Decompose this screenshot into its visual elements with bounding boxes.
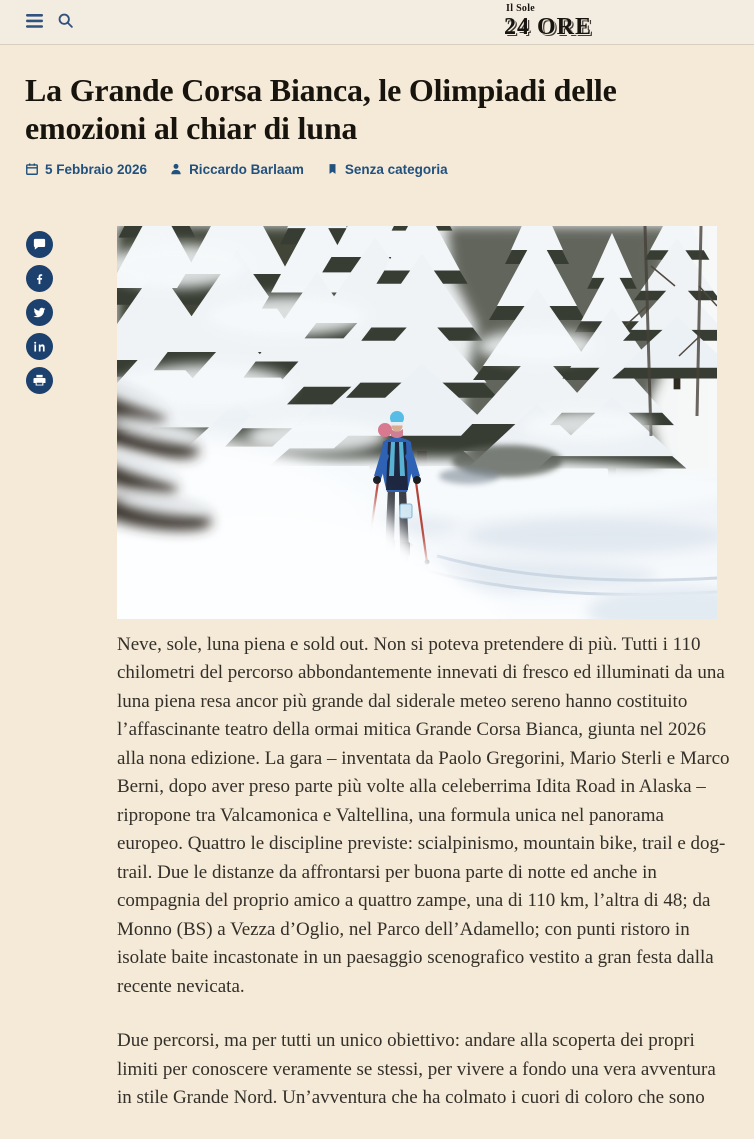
logo-text-top: Il Sole [506, 3, 536, 14]
meta-date: 5 Febbraio 2026 [25, 162, 147, 177]
social-share-column [26, 226, 117, 1139]
paragraph-1: Neve, sole, luna piena e sold out. Non si poteva pretendere di più. Tutti i 110 chilometri del percorso abbondantemente innevati di fresco ed illuminati da una luna piena resa ancor più grande dal siderale meteo sereno hanno costituito l’affascinante teatro della ormai mitica Grande Corsa Bianca, giunta nel 2026 alla nona edizione. La gara – inventata da Paolo Gregorini, Mario Sterli e Marco Berni, dopo aver preso parte più volte alla celeberrima Idita Road in Alaska – ripropone tra Valcamonica e Valtellina, una formula unica nel panorama europeo. Quattro le discipline previste: scialpinismo, mountain bike, trail e dog-trail. Due le distanze da affrontarsi per buona parte di notte ed anche in compagnia del proprio amico a quattro zampe, una di 110 km, l’altra di 48; da Monno (BS) a Vezza d’Oglio, nel Parco dell’Adamello; con punti ristoro in isolate baite incastonate in un paesaggio scenografico vestito a gran festa dalla recente nevicata. [117, 633, 730, 997]
hamburger-icon [26, 16, 43, 31]
logo-text-main: 24 ORE [504, 14, 593, 40]
linkedin-icon [32, 339, 47, 354]
site-header [0, 0, 754, 45]
il-sole-24-ore-logo[interactable] [504, 4, 592, 39]
twitter-icon [32, 305, 47, 320]
print-button[interactable] [26, 367, 53, 394]
facebook-icon [32, 271, 47, 286]
article-photo [117, 226, 717, 619]
article-title: La Grande Corsa Bianca, le Olimpiadi delle emozioni al chiar di luna [25, 72, 617, 146]
search-icon [57, 17, 74, 32]
meta-category-link[interactable]: Senza categoria [326, 162, 448, 177]
facebook-share-button[interactable] [26, 265, 53, 292]
calendar-icon [25, 162, 39, 176]
search-button[interactable] [57, 12, 74, 29]
article-body [117, 631, 731, 1113]
article-meta [25, 162, 729, 177]
bookmark-icon [326, 162, 339, 176]
author-icon [169, 162, 183, 176]
print-icon [32, 373, 47, 388]
meta-author-link[interactable]: Riccardo Barlaam [169, 162, 304, 177]
twitter-share-button[interactable] [26, 299, 53, 326]
comments-icon [32, 237, 47, 252]
linkedin-share-button[interactable] [26, 333, 53, 360]
paragraph-2: Due percorsi, ma per tutti un unico obiettivo: andare alla scoperta dei propri limiti per conoscere veramente se stessi, per vivere a fondo una vera avventura in stile Grande Nord. Un’avventura che ha colmato i cuori di coloro che sono [117, 1030, 716, 1108]
comments-button[interactable] [26, 231, 53, 258]
hamburger-menu-button[interactable] [26, 14, 43, 28]
